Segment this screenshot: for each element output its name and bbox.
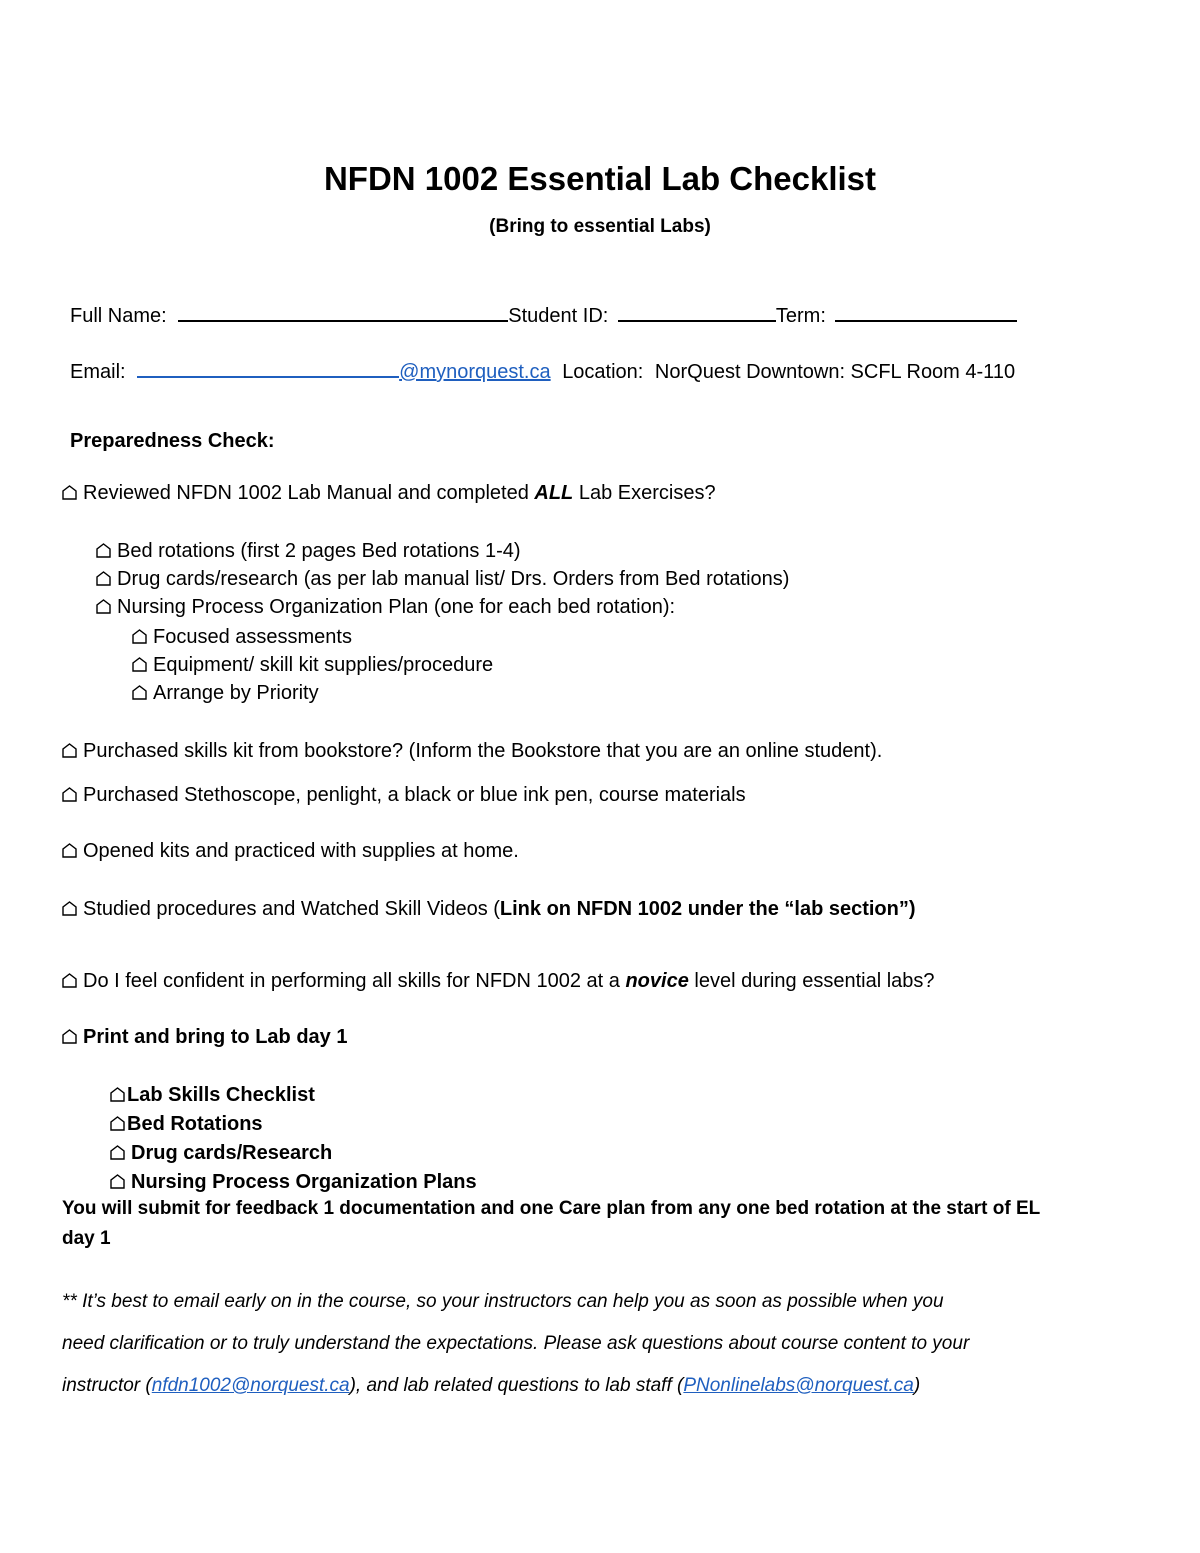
footer-text-end: ) [913,1375,921,1396]
term-label: Term: [775,305,826,327]
lab-email-link[interactable]: PNonlinelabs@norquest.ca [683,1375,914,1396]
email-label: Email: [70,361,126,383]
item-text: Lab Skills Checklist [127,1084,315,1106]
checkbox-icon[interactable] [62,743,77,758]
page-title: NFDN 1002 Essential Lab Checklist [323,160,877,197]
item-text: Nursing Process Organization Plan (one for each bed rotation): [117,596,676,618]
footer-text: instructor ( [62,1375,152,1396]
item-bold-text: Link on NFDN 1002 under the “lab section”) [499,898,916,920]
print-item-drug-cards[interactable] [110,1140,332,1166]
email-location-row [70,356,1015,385]
checklist-subsubitem-priority[interactable] [132,680,319,706]
checklist-item-skill-videos[interactable] [62,896,916,922]
footer-text-mid: ), and lab related questions to lab staff ( [349,1375,684,1396]
item-text: Reviewed NFDN 1002 Lab Manual and completed [83,482,535,504]
checklist-subitem-nursing-plan[interactable] [96,594,675,620]
checklist-item-lab-manual[interactable] [62,480,716,506]
submit-note-line1: You will submit for feedback 1 documentation and one Care plan from any one bed rotation at the start of EL [62,1198,1041,1219]
item-text: Equipment/ skill kit supplies/procedure [153,654,494,676]
item-text-end: level during essential labs? [688,970,935,992]
item-text: Purchased skills kit from bookstore? (Inform the Bookstore that you are an online student). [83,740,883,762]
checklist-subitem-drug-cards[interactable] [96,566,789,592]
item-text: Arrange by Priority [153,682,319,704]
checkbox-icon[interactable] [96,599,111,614]
checkbox-icon[interactable] [62,901,77,916]
checkbox-icon[interactable] [110,1145,125,1160]
checkbox-icon[interactable] [110,1174,125,1189]
full-name-field[interactable] [178,300,508,322]
checkbox-icon[interactable] [62,843,77,858]
footer-line3 [62,1375,920,1397]
checkbox-icon[interactable] [62,787,77,802]
item-text: Opened kits and practiced with supplies at home. [83,840,519,862]
item-text: Nursing Process Organization Plans [131,1171,477,1193]
item-emphasis: novice [625,970,689,992]
student-id-label: Student ID: [508,305,609,327]
checkbox-icon[interactable] [62,1029,77,1044]
checkbox-icon[interactable] [110,1116,125,1131]
checklist-subsubitem-equipment[interactable] [132,652,493,678]
location-value: NorQuest Downtown: SCFL Room 4-110 [654,361,1016,383]
footer-line1: ** It’s best to email early on in the course, so your instructors can help you as soon as possible when you [62,1291,944,1312]
location-label: Location: [562,361,644,383]
item-emphasis: ALL [534,482,574,504]
checklist-item-stethoscope[interactable] [62,782,746,808]
checkbox-icon[interactable] [132,657,147,672]
item-text: Studied procedures and Watched Skill Videos ( [83,898,500,920]
checkbox-icon[interactable] [96,543,111,558]
checklist-subitem-bed-rotations[interactable] [96,538,521,564]
checklist-item-confidence[interactable] [62,968,935,994]
checklist-item-skills-kit[interactable] [62,738,882,764]
page-subtitle: (Bring to essential Labs) [489,216,711,237]
checkbox-icon[interactable] [96,571,111,586]
checkbox-icon[interactable] [110,1087,125,1102]
email-field[interactable] [137,356,399,378]
checklist-subsubitem-focused[interactable] [132,624,352,650]
checklist-item-print[interactable] [62,1024,347,1050]
submit-note-line2: day 1 [62,1228,111,1249]
item-text: Drug cards/research (as per lab manual list/ Drs. Orders from Bed rotations) [117,568,790,590]
checklist-item-opened-kits[interactable] [62,838,519,864]
student-id-field[interactable] [618,300,776,322]
item-text-end: Lab Exercises? [573,482,716,504]
checkbox-icon[interactable] [132,629,147,644]
instructor-email-link[interactable]: nfdn1002@norquest.ca [151,1375,350,1396]
item-text: Do I feel confident in performing all skills for NFDN 1002 at a [83,970,626,992]
checkbox-icon[interactable] [62,485,77,500]
item-text: Purchased Stethoscope, penlight, a black or blue ink pen, course materials [83,784,746,806]
footer-line2: need clarification or to truly understand the expectations. Please ask questions about course content to your [62,1333,970,1354]
checkbox-icon[interactable] [132,685,147,700]
full-name-label: Full Name: [70,305,167,327]
item-text: Bed Rotations [127,1113,263,1135]
item-text: Print and bring to Lab day 1 [83,1026,348,1048]
item-text: Focused assessments [153,626,352,648]
print-item-lab-skills[interactable] [110,1082,315,1108]
preparedness-heading: Preparedness Check: [70,430,275,452]
checkbox-icon[interactable] [62,973,77,988]
name-id-term-row [70,300,1017,329]
item-text: Drug cards/Research [131,1142,333,1164]
print-item-bed-rotations[interactable] [110,1111,263,1137]
item-text: Bed rotations (first 2 pages Bed rotations 1-4) [117,540,521,562]
print-item-nursing-plans[interactable] [110,1169,477,1195]
term-field[interactable] [835,300,1017,322]
email-domain-link[interactable]: @mynorquest.ca [399,361,551,383]
